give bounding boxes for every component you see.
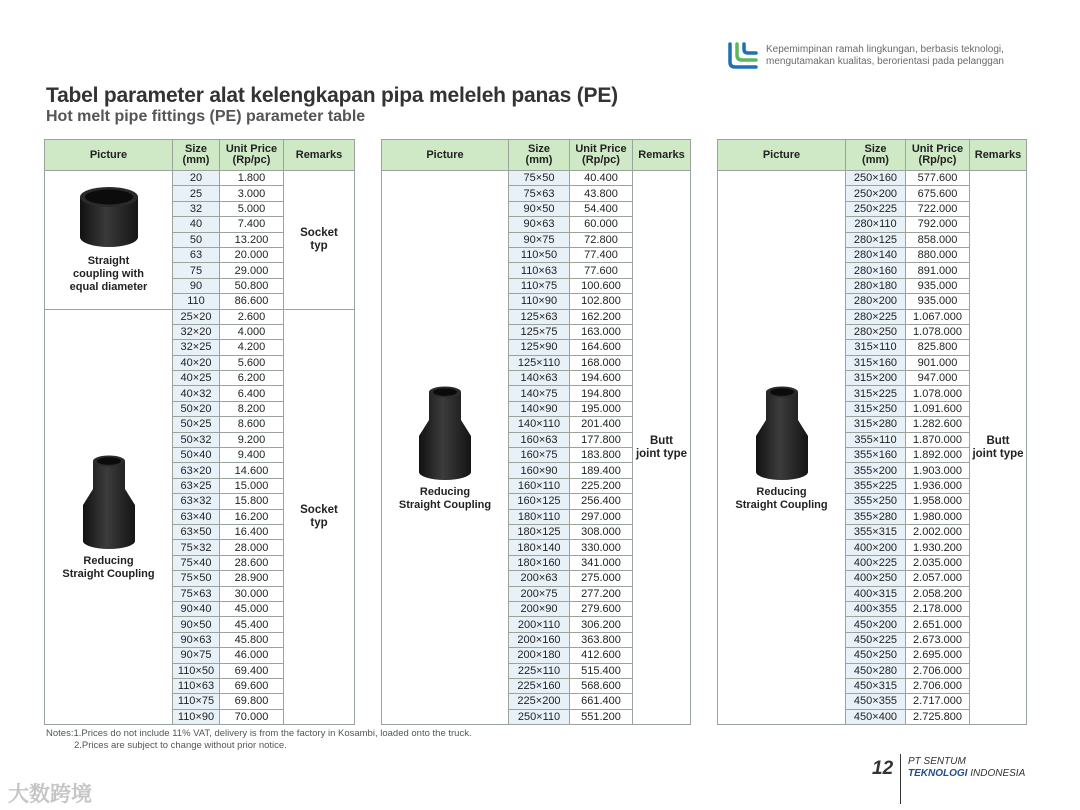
size-cell: 63 <box>173 247 220 262</box>
price-cell: 8.600 <box>220 417 284 432</box>
price-cell: 40.400 <box>570 171 633 186</box>
price-cell: 15.000 <box>220 478 284 493</box>
size-cell: 110×63 <box>509 263 570 278</box>
price-cell: 69.400 <box>220 663 284 678</box>
price-cell: 195.000 <box>570 401 633 416</box>
size-cell: 180×125 <box>509 524 570 539</box>
price-cell: 1.282.600 <box>906 417 970 432</box>
price-cell: 1.958.000 <box>906 494 970 509</box>
price-cell: 70.000 <box>220 709 284 724</box>
price-cell: 201.400 <box>570 417 633 432</box>
price-cell: 792.000 <box>906 217 970 232</box>
price-cell: 45.800 <box>220 632 284 647</box>
size-cell: 160×110 <box>509 478 570 493</box>
price-cell: 1.936.000 <box>906 478 970 493</box>
size-cell: 90×63 <box>173 632 220 647</box>
reducing-coupling-icon <box>751 384 813 482</box>
size-cell: 200×63 <box>509 571 570 586</box>
price-cell: 935.000 <box>906 294 970 309</box>
price-cell: 891.000 <box>906 263 970 278</box>
price-cell: 858.000 <box>906 232 970 247</box>
table-row <box>45 309 355 324</box>
size-cell: 140×63 <box>509 371 570 386</box>
size-cell: 355×280 <box>846 509 906 524</box>
size-cell: 355×200 <box>846 463 906 478</box>
size-cell: 125×75 <box>509 324 570 339</box>
price-cell: 5.000 <box>220 201 284 216</box>
notes <box>46 728 472 752</box>
size-cell: 63×25 <box>173 478 220 493</box>
table-row <box>718 171 1027 186</box>
price-cell: 2.057.000 <box>906 571 970 586</box>
price-cell: 277.200 <box>570 586 633 601</box>
size-cell: 450×355 <box>846 694 906 709</box>
size-cell: 400×200 <box>846 540 906 555</box>
size-cell: 355×250 <box>846 494 906 509</box>
price-cell: 1.930.200 <box>906 540 970 555</box>
size-cell: 250×225 <box>846 201 906 216</box>
size-cell: 280×110 <box>846 217 906 232</box>
price-cell: 194.600 <box>570 371 633 386</box>
price-cell: 189.400 <box>570 463 633 478</box>
size-cell: 90×50 <box>509 201 570 216</box>
price-cell: 100.600 <box>570 278 633 293</box>
size-cell: 160×125 <box>509 494 570 509</box>
size-cell: 315×200 <box>846 371 906 386</box>
size-cell: 40 <box>173 217 220 232</box>
size-cell: 280×225 <box>846 309 906 324</box>
header-unit-price: Unit Price (Rp/pc) <box>906 140 970 171</box>
price-cell: 6.200 <box>220 371 284 386</box>
price-cell: 45.000 <box>220 601 284 616</box>
price-cell: 330.000 <box>570 540 633 555</box>
size-cell: 280×180 <box>846 278 906 293</box>
price-cell: 1.800 <box>220 171 284 186</box>
header-remarks: Remarks <box>284 140 355 171</box>
company-name <box>908 756 1025 780</box>
price-cell: 9.200 <box>220 432 284 447</box>
size-cell: 400×315 <box>846 586 906 601</box>
size-cell: 75 <box>173 263 220 278</box>
size-cell: 90×50 <box>173 617 220 632</box>
size-cell: 280×160 <box>846 263 906 278</box>
table-header-row <box>718 140 1027 171</box>
size-cell: 32×25 <box>173 340 220 355</box>
size-cell: 450×225 <box>846 632 906 647</box>
company-name-line-2 <box>908 768 1025 780</box>
size-cell: 63×40 <box>173 509 220 524</box>
price-cell: 102.800 <box>570 294 633 309</box>
size-cell: 200×160 <box>509 632 570 647</box>
size-cell: 75×63 <box>509 186 570 201</box>
header-size: Size (mm) <box>846 140 906 171</box>
price-cell: 412.600 <box>570 648 633 663</box>
price-cell: 306.200 <box>570 617 633 632</box>
size-cell: 280×200 <box>846 294 906 309</box>
size-cell: 160×63 <box>509 432 570 447</box>
price-cell: 8.200 <box>220 401 284 416</box>
size-cell: 250×200 <box>846 186 906 201</box>
price-cell: 947.000 <box>906 371 970 386</box>
size-cell: 110×75 <box>173 694 220 709</box>
size-cell: 25×20 <box>173 309 220 324</box>
price-cell: 825.800 <box>906 340 970 355</box>
remarks-cell: Butt joint type <box>633 171 691 725</box>
price-cell: 901.000 <box>906 355 970 370</box>
size-cell: 140×90 <box>509 401 570 416</box>
parameter-table-1 <box>44 139 355 725</box>
size-cell: 90×63 <box>509 217 570 232</box>
price-cell: 2.651.000 <box>906 617 970 632</box>
product-name: Straight coupling with equal diameter <box>69 255 148 294</box>
price-cell: 363.800 <box>570 632 633 647</box>
price-cell: 2.178.000 <box>906 601 970 616</box>
picture-cell <box>718 171 846 725</box>
price-cell: 29.000 <box>220 263 284 278</box>
size-cell: 200×90 <box>509 601 570 616</box>
size-cell: 50 <box>173 232 220 247</box>
price-cell: 577.600 <box>906 171 970 186</box>
size-cell: 250×160 <box>846 171 906 186</box>
price-cell: 164.600 <box>570 340 633 355</box>
product-name: Reducing Straight Coupling <box>62 554 155 580</box>
page-number: 12 <box>872 758 894 779</box>
price-cell: 54.400 <box>570 201 633 216</box>
size-cell: 63×50 <box>173 524 220 539</box>
price-cell: 46.000 <box>220 648 284 663</box>
size-cell: 110×63 <box>173 678 220 693</box>
size-cell: 110×90 <box>173 709 220 724</box>
page-title: Tabel parameter alat kelengkapan pipa meleleh panas (PE) <box>46 84 618 107</box>
size-cell: 110×90 <box>509 294 570 309</box>
picture-cell <box>45 309 173 725</box>
price-cell: 2.695.000 <box>906 648 970 663</box>
price-cell: 661.400 <box>570 694 633 709</box>
size-cell: 280×140 <box>846 247 906 262</box>
size-cell: 250×110 <box>509 709 570 724</box>
header-size: Size (mm) <box>509 140 570 171</box>
size-cell: 400×355 <box>846 601 906 616</box>
size-cell: 50×32 <box>173 432 220 447</box>
size-cell: 400×250 <box>846 571 906 586</box>
size-cell: 75×63 <box>173 586 220 601</box>
price-cell: 28.600 <box>220 555 284 570</box>
price-cell: 163.000 <box>570 324 633 339</box>
size-cell: 180×160 <box>509 555 570 570</box>
size-cell: 32×20 <box>173 324 220 339</box>
price-cell: 2.673.000 <box>906 632 970 647</box>
price-cell: 162.200 <box>570 309 633 324</box>
size-cell: 315×280 <box>846 417 906 432</box>
price-cell: 2.002.000 <box>906 524 970 539</box>
company-tagline <box>766 44 1004 68</box>
price-cell: 86.600 <box>220 294 284 309</box>
size-cell: 200×75 <box>509 586 570 601</box>
size-cell: 75×40 <box>173 555 220 570</box>
size-cell: 280×250 <box>846 324 906 339</box>
table-row <box>45 171 355 186</box>
size-cell: 225×110 <box>509 663 570 678</box>
price-cell: 50.800 <box>220 278 284 293</box>
price-cell: 45.400 <box>220 617 284 632</box>
size-cell: 40×20 <box>173 355 220 370</box>
price-cell: 341.000 <box>570 555 633 570</box>
tagline-line-2: mengutamakan kualitas, berorientasi pada pelanggan <box>766 56 1004 67</box>
company-name-rest: INDONESIA <box>967 768 1026 779</box>
price-cell: 2.058.200 <box>906 586 970 601</box>
price-cell: 935.000 <box>906 278 970 293</box>
price-cell: 14.600 <box>220 463 284 478</box>
price-cell: 297.000 <box>570 509 633 524</box>
product-name: Reducing Straight Coupling <box>735 485 828 511</box>
picture-cell <box>45 171 173 310</box>
price-cell: 675.600 <box>906 186 970 201</box>
product-name: Reducing Straight Coupling <box>398 485 492 511</box>
price-cell: 4.000 <box>220 324 284 339</box>
size-cell: 75×32 <box>173 540 220 555</box>
price-cell: 20.000 <box>220 247 284 262</box>
price-cell: 2.706.000 <box>906 678 970 693</box>
price-cell: 1.091.600 <box>906 401 970 416</box>
price-cell: 3.000 <box>220 186 284 201</box>
size-cell: 200×180 <box>509 648 570 663</box>
size-cell: 180×110 <box>509 509 570 524</box>
price-cell: 275.000 <box>570 571 633 586</box>
price-cell: 77.600 <box>570 263 633 278</box>
size-cell: 355×110 <box>846 432 906 447</box>
parameter-table-3 <box>717 139 1027 725</box>
size-cell: 125×90 <box>509 340 570 355</box>
price-cell: 7.400 <box>220 217 284 232</box>
price-cell: 168.000 <box>570 355 633 370</box>
size-cell: 450×250 <box>846 648 906 663</box>
price-cell: 2.600 <box>220 309 284 324</box>
remarks-cell: Socket typ <box>284 309 355 725</box>
size-cell: 450×200 <box>846 617 906 632</box>
price-cell: 28.900 <box>220 571 284 586</box>
table-row <box>382 171 691 186</box>
size-cell: 280×125 <box>846 232 906 247</box>
price-cell: 551.200 <box>570 709 633 724</box>
price-cell: 2.717.000 <box>906 694 970 709</box>
price-cell: 15.800 <box>220 494 284 509</box>
header-unit-price: Unit Price (Rp/pc) <box>220 140 284 171</box>
price-cell: 1.980.000 <box>906 509 970 524</box>
price-cell: 279.600 <box>570 601 633 616</box>
size-cell: 450×280 <box>846 663 906 678</box>
size-cell: 50×40 <box>173 448 220 463</box>
price-cell: 177.800 <box>570 432 633 447</box>
size-cell: 25 <box>173 186 220 201</box>
price-cell: 69.800 <box>220 694 284 709</box>
size-cell: 50×25 <box>173 417 220 432</box>
size-cell: 110×75 <box>509 278 570 293</box>
size-cell: 450×400 <box>846 709 906 724</box>
size-cell: 315×160 <box>846 355 906 370</box>
price-cell: 515.400 <box>570 663 633 678</box>
price-cell: 2.035.000 <box>906 555 970 570</box>
straight-coupling-icon <box>74 185 144 251</box>
price-cell: 43.800 <box>570 186 633 201</box>
header-picture: Picture <box>718 140 846 171</box>
size-cell: 40×25 <box>173 371 220 386</box>
price-cell: 16.200 <box>220 509 284 524</box>
price-cell: 183.800 <box>570 448 633 463</box>
size-cell: 63×20 <box>173 463 220 478</box>
size-cell: 75×50 <box>509 171 570 186</box>
size-cell: 110×50 <box>173 663 220 678</box>
size-cell: 160×75 <box>509 448 570 463</box>
size-cell: 450×315 <box>846 678 906 693</box>
price-cell: 69.600 <box>220 678 284 693</box>
price-cell: 77.400 <box>570 247 633 262</box>
size-cell: 63×32 <box>173 494 220 509</box>
price-cell: 722.000 <box>906 201 970 216</box>
header-unit-price: Unit Price (Rp/pc) <box>570 140 633 171</box>
size-cell: 315×250 <box>846 401 906 416</box>
size-cell: 315×110 <box>846 340 906 355</box>
price-cell: 28.000 <box>220 540 284 555</box>
price-cell: 1.078.000 <box>906 324 970 339</box>
remarks-cell: Butt joint type <box>970 171 1027 725</box>
table-header-row <box>382 140 691 171</box>
size-cell: 75×50 <box>173 571 220 586</box>
size-cell: 110 <box>173 294 220 309</box>
size-cell: 160×90 <box>509 463 570 478</box>
footer-divider <box>900 754 901 804</box>
price-cell: 9.400 <box>220 448 284 463</box>
size-cell: 20 <box>173 171 220 186</box>
price-cell: 2.725.800 <box>906 709 970 724</box>
size-cell: 50×20 <box>173 401 220 416</box>
header-size: Size (mm) <box>173 140 220 171</box>
parameter-table-2 <box>381 139 691 725</box>
size-cell: 355×160 <box>846 448 906 463</box>
price-cell: 1.903.000 <box>906 463 970 478</box>
size-cell: 355×225 <box>846 478 906 493</box>
reducing-coupling-icon <box>414 384 476 482</box>
size-cell: 400×225 <box>846 555 906 570</box>
price-cell: 16.400 <box>220 524 284 539</box>
size-cell: 140×110 <box>509 417 570 432</box>
price-cell: 568.600 <box>570 678 633 693</box>
header-remarks: Remarks <box>633 140 691 171</box>
price-cell: 880.000 <box>906 247 970 262</box>
header-picture: Picture <box>45 140 173 171</box>
header-remarks: Remarks <box>970 140 1027 171</box>
size-cell: 90×40 <box>173 601 220 616</box>
size-cell: 140×75 <box>509 386 570 401</box>
table-header-row <box>45 140 355 171</box>
size-cell: 180×140 <box>509 540 570 555</box>
price-cell: 4.200 <box>220 340 284 355</box>
remarks-cell: Socket typ <box>284 171 355 310</box>
price-cell: 256.400 <box>570 494 633 509</box>
size-cell: 225×200 <box>509 694 570 709</box>
company-logo-icon <box>726 40 760 70</box>
header-picture: Picture <box>382 140 509 171</box>
price-cell: 60.000 <box>570 217 633 232</box>
size-cell: 40×32 <box>173 386 220 401</box>
size-cell: 32 <box>173 201 220 216</box>
price-cell: 13.200 <box>220 232 284 247</box>
picture-cell <box>382 171 509 725</box>
price-cell: 2.706.000 <box>906 663 970 678</box>
price-cell: 225.200 <box>570 478 633 493</box>
watermark: 大数跨境 <box>8 783 92 806</box>
size-cell: 125×110 <box>509 355 570 370</box>
tagline-line-1: Kepemimpinan ramah lingkungan, berbasis teknologi, <box>766 44 1004 55</box>
size-cell: 90×75 <box>509 232 570 247</box>
price-cell: 5.600 <box>220 355 284 370</box>
size-cell: 110×50 <box>509 247 570 262</box>
size-cell: 315×225 <box>846 386 906 401</box>
company-name-line-1: PT SENTUM <box>908 756 966 767</box>
price-cell: 6.400 <box>220 386 284 401</box>
price-cell: 72.800 <box>570 232 633 247</box>
size-cell: 90×75 <box>173 648 220 663</box>
page-subtitle: Hot melt pipe fittings (PE) parameter table <box>46 108 366 125</box>
price-cell: 308.000 <box>570 524 633 539</box>
price-cell: 1.078.000 <box>906 386 970 401</box>
size-cell: 200×110 <box>509 617 570 632</box>
price-cell: 30.000 <box>220 586 284 601</box>
size-cell: 225×160 <box>509 678 570 693</box>
size-cell: 125×63 <box>509 309 570 324</box>
price-cell: 1.892.000 <box>906 448 970 463</box>
note-line-1: Notes:1.Prices do not include 11% VAT, delivery is from the factory in Kosambi, loaded onto the truck. <box>46 728 472 739</box>
size-cell: 355×315 <box>846 524 906 539</box>
note-line-2: 2.Prices are subject to change without prior notice. <box>74 740 287 751</box>
price-cell: 1.067.000 <box>906 309 970 324</box>
price-cell: 194.800 <box>570 386 633 401</box>
price-cell: 1.870.000 <box>906 432 970 447</box>
reducing-coupling-icon <box>78 453 140 551</box>
size-cell: 90 <box>173 278 220 293</box>
company-name-bold: TEKNOLOGI <box>908 768 968 779</box>
